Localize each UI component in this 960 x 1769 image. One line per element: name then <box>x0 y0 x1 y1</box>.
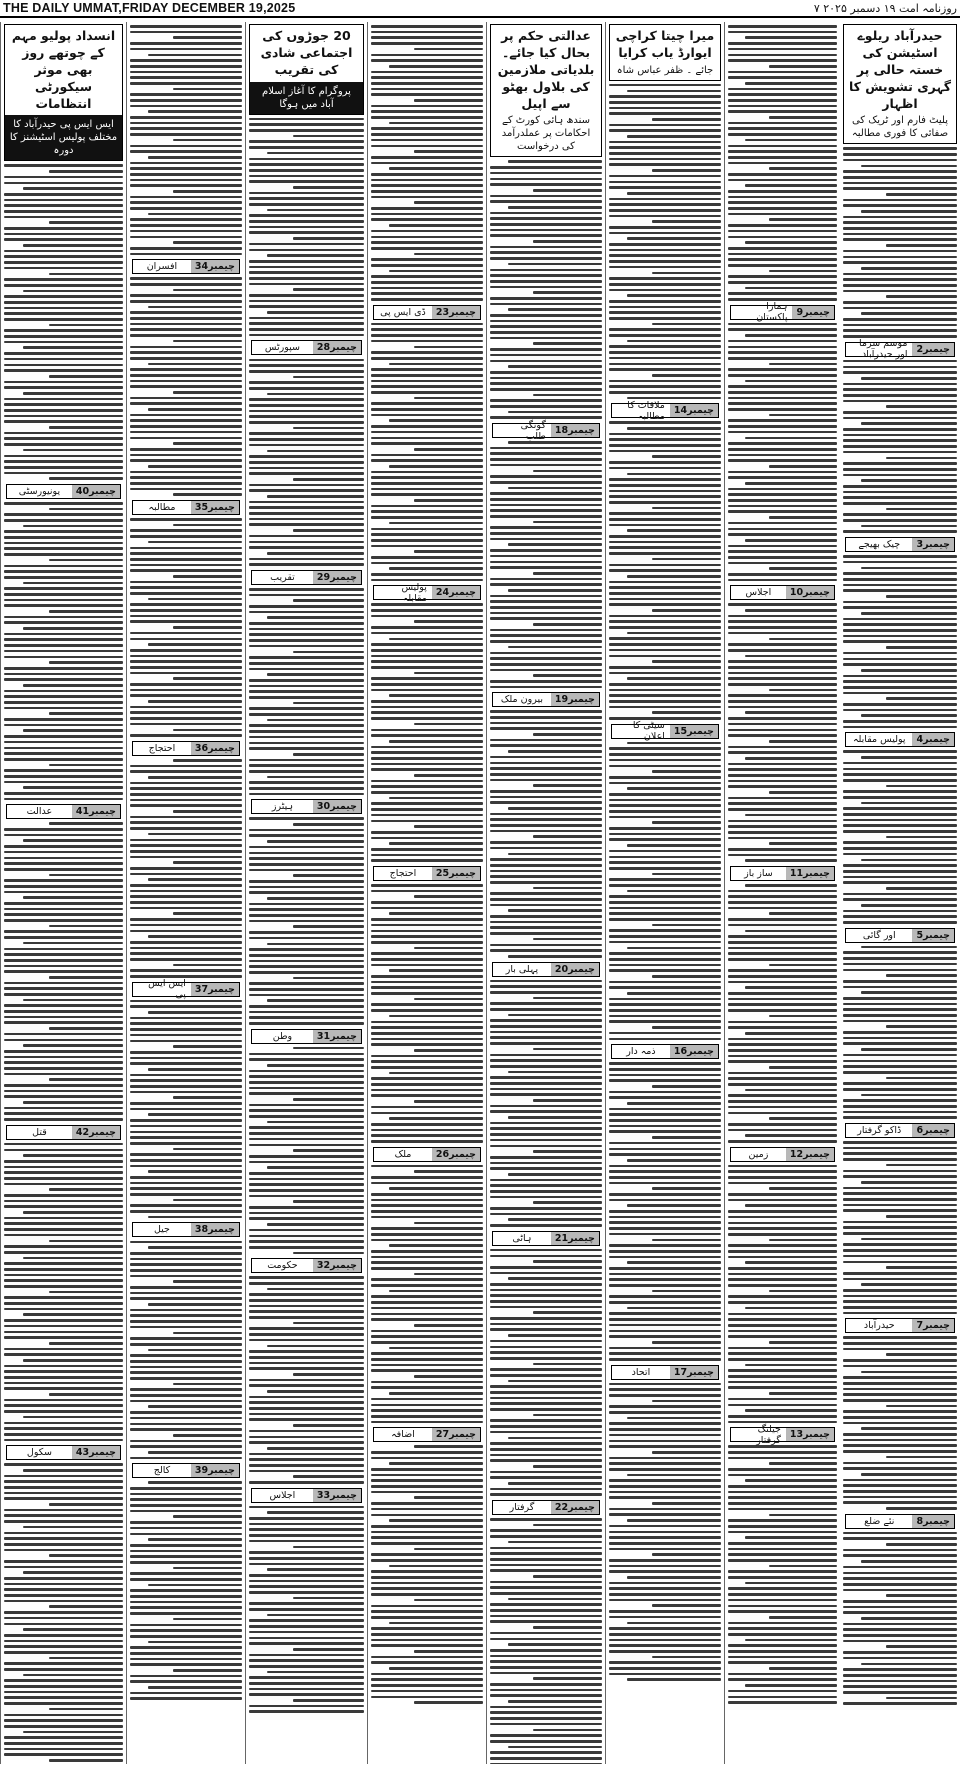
article-text <box>728 1445 837 1704</box>
story-number: چیمبر 40 <box>72 485 120 498</box>
sub-headline: پلیٹ فارم اور ٹریک کی صفائی کا فوری مطالبہ <box>851 115 949 140</box>
story <box>606 1044 724 1360</box>
story-tag <box>845 537 955 552</box>
story-title: نئے ضلع <box>864 1515 895 1527</box>
story-tag <box>251 570 362 585</box>
lead-story <box>246 118 367 337</box>
story <box>246 799 367 1024</box>
story-title: گونگی طلب <box>520 419 546 442</box>
article-text <box>843 1532 957 1705</box>
article-text <box>249 359 364 566</box>
lead-story <box>1 164 126 479</box>
story-title: چیک بھیجے <box>858 539 901 551</box>
story-tag <box>611 720 719 743</box>
story-number: چیمبر 11 <box>786 867 834 880</box>
story-tag <box>845 732 955 747</box>
story <box>487 1231 605 1496</box>
headline: انسداد پولیو مہم کے چوتھے روز بھی موثر سیکورٹی انتظامات <box>11 28 116 111</box>
story-number-value: 18 <box>554 425 569 436</box>
story-number-value: 16 <box>673 1046 688 1058</box>
story-number: چیمبر 22 <box>551 1501 599 1514</box>
story-number: چیمبر 5 <box>912 929 954 942</box>
story-number-value: 14 <box>673 405 688 417</box>
story-title: اجلاس <box>269 1489 296 1501</box>
story-number-value: 32 <box>316 1260 331 1272</box>
story-number-value: 35 <box>194 502 209 513</box>
column-4 <box>486 22 605 1764</box>
lead-story <box>127 25 245 255</box>
story-number: چیمبر 36 <box>191 742 239 755</box>
story-number-value: 36 <box>194 742 209 754</box>
story-title: ڈاکو گرفتار <box>857 1125 902 1136</box>
story-number-value: 2 <box>916 343 924 355</box>
story-number-value: 10 <box>789 587 804 599</box>
article-text <box>609 742 721 1040</box>
story-tag <box>251 1488 362 1503</box>
story-number-value: 30 <box>316 801 331 813</box>
story-number: چیمبر 29 <box>313 571 361 584</box>
article-text <box>249 1276 364 1483</box>
story-number-value: 41 <box>75 806 90 818</box>
article-text <box>130 25 242 255</box>
story-title: سکول <box>26 1447 52 1459</box>
story <box>127 500 245 737</box>
article-text <box>371 603 483 862</box>
story-number: چیمبر 32 <box>313 1259 361 1272</box>
article-text <box>490 710 602 957</box>
article-text <box>490 980 602 1227</box>
story-title: پولیس مقابلہ <box>852 734 906 746</box>
story-number-value: 29 <box>316 571 331 583</box>
article-text <box>728 323 837 582</box>
story <box>840 537 960 728</box>
story-number-value: 12 <box>789 1148 804 1160</box>
story-number: چیمبر 12 <box>786 1148 834 1161</box>
story-title: عدالت <box>26 806 53 818</box>
article-text <box>371 1445 483 1704</box>
story-number-value: 26 <box>435 1148 450 1160</box>
story-tag <box>492 1231 600 1246</box>
story-number: چیمبر 23 <box>432 306 480 319</box>
article-text <box>843 360 957 533</box>
story-number-value: 7 <box>916 1320 924 1332</box>
story-title: افسران <box>146 261 178 273</box>
black-strap-headline: ایس ایس پی حیدرآباد کا مختلف پولیس اسٹیشنز کا دورہ <box>5 115 122 160</box>
story-tag <box>730 301 835 324</box>
article-text <box>609 421 721 719</box>
article-text <box>130 1481 242 1700</box>
story-number: چیمبر 7 <box>912 1319 954 1332</box>
story-number: چیمبر 14 <box>670 404 718 417</box>
lead-story <box>487 160 605 419</box>
story-number-value: 38 <box>194 1224 209 1236</box>
story-title: گرفتار <box>509 1502 535 1513</box>
story-tag <box>6 1445 121 1460</box>
story <box>725 1147 840 1424</box>
story-title: ساز باز <box>744 867 773 879</box>
story-tag <box>611 399 719 422</box>
story <box>368 866 486 1143</box>
article-text <box>490 441 602 688</box>
column-headline-box <box>609 24 721 81</box>
story <box>487 419 605 688</box>
story-number: چیمبر 25 <box>432 867 480 880</box>
story-number-value: 34 <box>194 261 209 273</box>
story-number-value: 28 <box>316 342 331 354</box>
article-text <box>4 1143 123 1441</box>
story-number: چیمبر 33 <box>313 1489 361 1502</box>
story-title: زمین <box>748 1148 769 1160</box>
story-tag <box>845 1514 955 1529</box>
story-number: چیمبر 9 <box>792 306 834 319</box>
article-text <box>4 822 123 1120</box>
story-title: پولیس مقابلہ <box>401 581 427 604</box>
story-number-value: 8 <box>916 1515 924 1527</box>
story-number: چیمبر 42 <box>72 1126 120 1139</box>
story-title: احتجاج <box>148 742 176 754</box>
column-headline-box <box>843 24 957 144</box>
article-text <box>843 750 957 923</box>
story-tag <box>845 338 955 361</box>
story-number-value: 23 <box>435 306 450 318</box>
column-8 <box>0 22 126 1764</box>
story-tag <box>6 804 121 819</box>
story <box>368 1147 486 1424</box>
article-text <box>249 1506 364 1713</box>
story-number: چیمبر 31 <box>313 1030 361 1043</box>
story-title: ذمہ دار <box>626 1046 656 1058</box>
story <box>127 741 245 978</box>
story <box>1 484 126 800</box>
article-text <box>371 1165 483 1424</box>
sub-headline: سندھ ہائی کورٹ کے احکامات پر عملدرآمد کی درخواست <box>501 115 591 153</box>
column-3 <box>605 22 724 1764</box>
story-number-value: 9 <box>796 306 804 318</box>
article-text <box>130 277 242 496</box>
story <box>725 1423 840 1704</box>
story <box>487 962 605 1227</box>
article-text <box>249 817 364 1024</box>
article-text <box>843 946 957 1119</box>
story <box>1 1125 126 1441</box>
story <box>1 804 126 1120</box>
story-number: چیمبر 26 <box>432 1148 480 1161</box>
column-headline-box <box>4 24 123 161</box>
story-title: ہاٹی <box>512 1232 532 1244</box>
story-number: چیمبر 43 <box>72 1446 120 1459</box>
story <box>725 585 840 862</box>
article-text <box>4 502 123 800</box>
sub-headline: جائے ۔ ظفر عباس شاہ <box>616 64 714 76</box>
story-number: چیمبر 28 <box>313 341 361 354</box>
story-tag <box>492 962 600 977</box>
story <box>368 305 486 582</box>
story-tag <box>132 1463 240 1478</box>
story-title: اتحاد <box>631 1366 651 1378</box>
story-title: ہمارا پاکستان <box>756 301 788 324</box>
story-title: موسم سرما اور حیدرآباد <box>859 338 908 361</box>
story-title: سیٹی کا اعلان <box>632 720 665 743</box>
story-number: چیمبر 20 <box>551 963 599 976</box>
article-text <box>249 118 364 337</box>
article-text <box>371 884 483 1143</box>
story-title: مطالبہ <box>148 502 176 513</box>
story-number-value: 15 <box>673 725 688 737</box>
story-number-value: 11 <box>789 867 804 879</box>
story-number: چیمبر 10 <box>786 586 834 599</box>
story-number-value: 31 <box>316 1030 331 1042</box>
story <box>127 978 245 1219</box>
story-number: چیمبر 8 <box>912 1515 954 1528</box>
story-number: چیمبر 4 <box>912 733 954 746</box>
story-title: تقریب <box>270 571 295 583</box>
story-number: چیمبر 15 <box>670 725 718 738</box>
story-number-value: 42 <box>75 1126 90 1138</box>
story-number-value: 40 <box>75 485 90 497</box>
story-number-value: 33 <box>316 1489 331 1501</box>
story-tag <box>730 1423 835 1446</box>
masthead-urdu: روزنامہ امت ۱۹ دسمبر ۲۰۲۵ ۷ <box>813 1 957 15</box>
article-text <box>490 1518 602 1764</box>
story-tag <box>251 1258 362 1273</box>
lead-story <box>725 25 840 301</box>
story-number-value: 21 <box>554 1232 569 1244</box>
article-text <box>609 84 721 399</box>
article-text <box>130 518 242 737</box>
story <box>725 301 840 582</box>
story-number: چیمبر 38 <box>191 1223 239 1236</box>
story-number-value: 24 <box>435 587 450 599</box>
story <box>840 732 960 923</box>
story-title: حیدرآباد <box>863 1320 895 1332</box>
story <box>127 1222 245 1459</box>
story <box>246 1488 367 1713</box>
story-title: ملاقات کا مطالبہ <box>627 399 665 422</box>
story-number-value: 13 <box>789 1429 804 1441</box>
story-tag <box>373 305 481 320</box>
article-text <box>130 1241 242 1460</box>
article-text <box>4 1463 123 1761</box>
story-number-value: 19 <box>554 694 569 706</box>
story-title: اجلاس <box>745 587 772 599</box>
story-number: چیمبر 13 <box>786 1428 834 1441</box>
article-text <box>249 1047 364 1254</box>
article-text <box>371 323 483 582</box>
story-number: چیمبر 3 <box>912 538 954 551</box>
story <box>1 1445 126 1761</box>
story-number: چیمبر 16 <box>670 1045 718 1058</box>
story-title: حکومت <box>267 1260 298 1272</box>
story <box>840 1514 960 1705</box>
story <box>127 1463 245 1700</box>
story-title: ملک <box>394 1148 412 1160</box>
story <box>487 692 605 957</box>
column-1 <box>840 22 960 1764</box>
story-tag <box>251 1029 362 1044</box>
column-headline-box <box>249 24 364 115</box>
story-tag <box>492 1500 600 1515</box>
story-number-value: 27 <box>435 1429 450 1441</box>
story-number-value: 25 <box>435 867 450 879</box>
story-tag <box>730 1147 835 1162</box>
story-number: چیمبر 18 <box>551 424 599 437</box>
story <box>246 340 367 565</box>
story-number: چیمبر 2 <box>912 343 954 356</box>
story-number: چیمبر 34 <box>191 260 239 273</box>
article-text <box>490 1249 602 1496</box>
story-number: چیمبر 19 <box>551 693 599 706</box>
story-tag <box>6 484 121 499</box>
story-title: اور گائی <box>862 929 896 941</box>
story-tag <box>132 978 240 1001</box>
headline: 20 جوڑوں کی اجتماعی شادی کی تقریب <box>260 28 353 77</box>
article-text <box>843 147 957 337</box>
story-number-value: 39 <box>194 1465 209 1477</box>
column-7 <box>126 22 245 1764</box>
article-text <box>609 1383 721 1681</box>
story-title: ہیٹرز <box>271 801 294 813</box>
story-tag <box>730 866 835 881</box>
story-tag <box>845 1123 955 1138</box>
story <box>840 1318 960 1509</box>
story-number: چیمبر 39 <box>191 1464 239 1477</box>
story <box>127 259 245 496</box>
story-title: کالج <box>153 1465 171 1477</box>
story <box>246 570 367 795</box>
story <box>368 1427 486 1704</box>
story-title: ڈی ایس پی <box>380 306 426 318</box>
story-title: پہلی بار <box>505 963 539 975</box>
story-number-value: 6 <box>916 1125 924 1136</box>
story-tag <box>492 692 600 707</box>
story-title: سپورٹس <box>264 342 300 354</box>
story <box>840 928 960 1119</box>
article-text <box>843 555 957 728</box>
column-6 <box>245 22 367 1764</box>
story-number: چیمبر 24 <box>432 586 480 599</box>
story-tag <box>373 866 481 881</box>
story-tag <box>132 1222 240 1237</box>
headline: میرا چیتا کراچی ایوارڈ یاب کرایا <box>615 28 715 60</box>
lead-story <box>606 84 724 399</box>
story <box>606 399 724 719</box>
article-text <box>843 1141 957 1314</box>
story-tag <box>373 1147 481 1162</box>
story-number-value: 4 <box>916 734 924 746</box>
story <box>368 581 486 862</box>
article-text <box>130 1000 242 1219</box>
story-tag <box>132 500 240 515</box>
story-number-value: 22 <box>554 1502 569 1513</box>
lead-story <box>840 147 960 337</box>
story-number: چیمبر 21 <box>551 1232 599 1245</box>
story-tag <box>132 259 240 274</box>
story-number: چیمبر 30 <box>313 800 361 813</box>
story-tag <box>611 1365 719 1380</box>
story <box>606 720 724 1040</box>
story <box>606 1365 724 1681</box>
story-number-value: 37 <box>194 983 209 995</box>
story-number: چیمبر 27 <box>432 1428 480 1441</box>
column-2 <box>724 22 840 1764</box>
article-text <box>4 164 123 479</box>
article-text <box>728 884 837 1143</box>
story <box>246 1029 367 1254</box>
story <box>487 1500 605 1764</box>
story-title: وطن <box>272 1030 293 1042</box>
headline: حیدرآباد ریلوے اسٹیشن کی خستہ حالی پر گہری تشویش کا اظہار <box>848 28 952 111</box>
story-number: چیمبر 17 <box>670 1366 718 1379</box>
story-title: اضافہ <box>391 1429 415 1441</box>
story-tag <box>6 1125 121 1140</box>
story-tag <box>730 585 835 600</box>
story-number-value: 43 <box>75 1447 90 1459</box>
story-tag <box>132 741 240 756</box>
story <box>840 338 960 533</box>
story-tag <box>373 1427 481 1442</box>
story-tag <box>251 340 362 355</box>
article-text <box>728 603 837 862</box>
masthead-english: THE DAILY UMMAT,FRIDAY DECEMBER 19,2025 <box>3 1 296 15</box>
article-text <box>249 588 364 795</box>
story-tag <box>492 419 600 442</box>
article-text <box>130 759 242 978</box>
black-strap-headline: پروگرام کا آغاز اسلام آباد میں ہوگا <box>250 82 363 114</box>
headline: عدالتی حکم پر بحال کیا جائے۔ بلدیاتی ملازمین کی بلاول بھٹو سے اپیل <box>497 28 595 111</box>
story-tag <box>373 581 481 604</box>
article-text <box>728 25 837 301</box>
story-title: قتل <box>32 1126 47 1138</box>
column-headline-box <box>490 24 602 157</box>
story-number: چیمبر 35 <box>191 501 239 514</box>
article-text <box>609 1062 721 1360</box>
story-number: چیمبر 41 <box>72 805 120 818</box>
story-title: بیرون ملک <box>500 694 543 706</box>
story-number-value: 5 <box>916 929 924 941</box>
article-text <box>843 1336 957 1509</box>
story-number-value: 17 <box>673 1366 688 1378</box>
story-title: جیل <box>153 1224 170 1236</box>
article-text <box>728 1165 837 1424</box>
story-tag <box>845 1318 955 1333</box>
story <box>246 1258 367 1483</box>
article-text <box>490 160 602 419</box>
story-number-value: 20 <box>554 963 569 975</box>
story-tag <box>845 928 955 943</box>
story-title: ایس ایس پی <box>148 978 186 1001</box>
story-title: احتجاج <box>389 867 417 879</box>
story-tag <box>611 1044 719 1059</box>
story <box>725 866 840 1143</box>
story-tag <box>251 799 362 814</box>
story-number-value: 3 <box>916 539 924 551</box>
column-5 <box>367 22 486 1764</box>
story-title: یونیورسٹی <box>18 485 61 497</box>
story-number: چیمبر 6 <box>912 1124 954 1137</box>
masthead-bar <box>0 0 960 18</box>
story-number: چیمبر 37 <box>191 983 239 996</box>
article-text <box>371 25 483 301</box>
story <box>840 1123 960 1314</box>
story-title: جیلنگ گرفتار <box>756 1423 781 1446</box>
lead-story <box>368 25 486 301</box>
